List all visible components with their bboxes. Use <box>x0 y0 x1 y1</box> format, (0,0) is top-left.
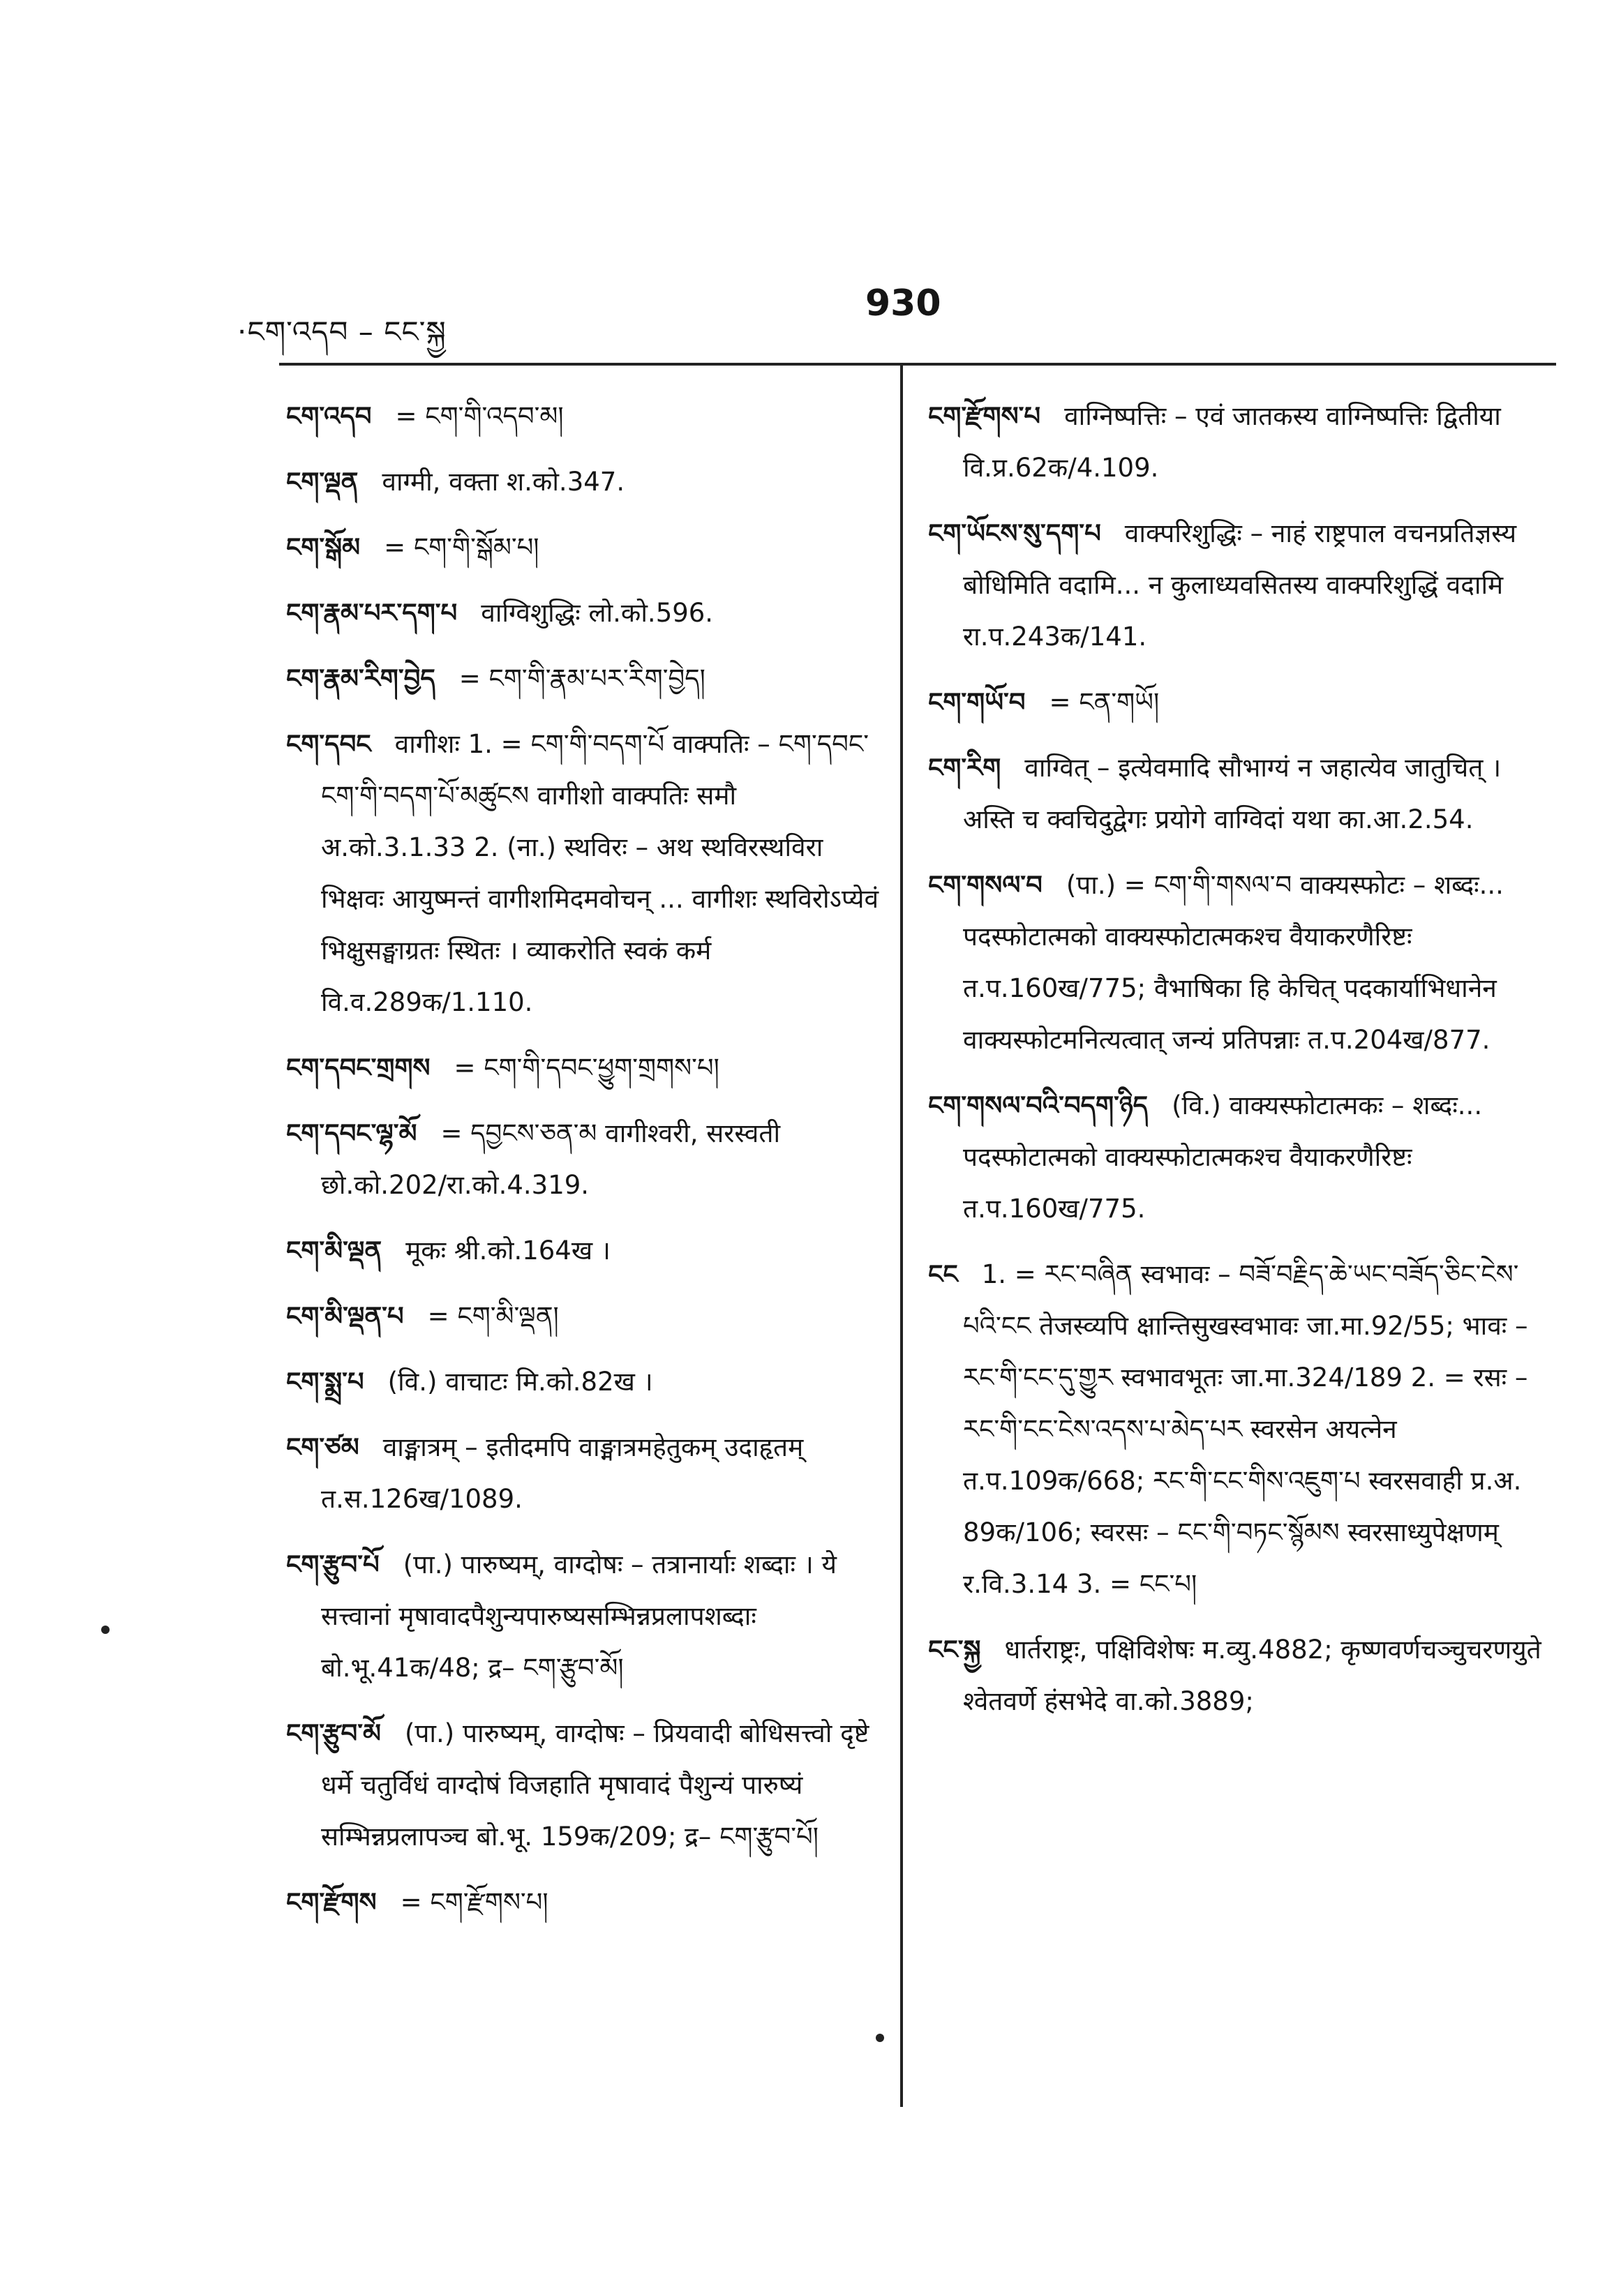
dictionary-entry <box>286 1877 879 1928</box>
dictionary-entry <box>928 508 1556 663</box>
entry-headword: ངག་ལྡན <box>286 467 359 497</box>
entry-headword: ངག་རིག <box>928 753 1001 783</box>
entry-text: = ངག་གི་འདབ་མ། <box>395 401 564 431</box>
dictionary-entry <box>928 1080 1556 1235</box>
entry-text: वाग्निष्पत्तिः – एवं जातकस्य वाग्निष्पत्तिः द्वितीया वि.प्र.62क/4.109. <box>963 401 1501 483</box>
page-number: 930 <box>865 283 941 324</box>
entry-text: = དབྱངས་ཅན་མ वागीश्वरी, सरस्वती छो.को.202/रा.को.4.319. <box>321 1118 781 1200</box>
dictionary-entry <box>928 860 1556 1066</box>
entry-text: = ངན་གཡོ། <box>1049 687 1160 717</box>
running-header-range: ·ངག་འདབ – ངང་སྐྱ <box>237 315 447 349</box>
entry-headword: ངག་རྣམ་རིག་བྱེད <box>286 663 435 693</box>
entry-headword: ངག་ཙམ <box>286 1432 359 1462</box>
entry-text: 1. = རང་བཞིན स्वभावः – བཟོ་བརྗིད་ཆེ་ཡང་བཟོད་ཅིང་ངེས་པའི་ངང तेजस्व्यपि क्षान्तिसुखस्वभावः जा.मा.92/55; भावः – རང་གི་ངང་དུ་གྱུར स्वभावभूतः जा.मा.324/189 2. = रसः – རང་གི་ངང་ངེས་འདས་པ་མེད་པར स्वरसेन अयत्नेन त.प.109क/668; རང་གི་ངང་གིས་འཇུག་པ स्वरसवाही प्र.अ. 89क/106; स्वरसः – ངང་གི་བཏང་སྙོམས स्वरसाध्युपेक्षणम् र.वि.3.14 3. = ངང་པ། <box>963 1259 1528 1599</box>
left-column <box>286 391 879 1942</box>
dictionary-entry <box>286 653 879 705</box>
dictionary-entry <box>286 1422 879 1525</box>
dictionary-entry <box>928 1624 1556 1727</box>
entry-text: (पा.) पारुष्यम्, वाग्दोषः – तत्रानार्याः शब्दाः । ये सत्त्वानां मृषावादपैशुन्यपारुष्यसम्भिन्नप्रलापशब्दाः बो.भू.41क/48; द्र– ངག་རྩུབ་མོ། <box>321 1550 837 1683</box>
dictionary-entry <box>286 1225 879 1277</box>
entry-text: वागीशः 1. = ངག་གི་བདག་པོ वाक्पतिः – ངག་དབང་ངག་གི་བདག་པོ་མཚུངས वागीशो वाक्पतिः समौ अ.को.3.1.33 2. (ना.) स्थविरः – अथ स्थविरस्थविरा भिक्षवः आयुष्मन्तं वागीशमिदमवोचन् ... वागीशः स्थविरोऽप्येवं भिक्षुसङ्घाग्रतः स्थितः । व्याकरोति स्वकं कर्म वि.व.289क/1.110. <box>321 729 879 1017</box>
entry-headword: ངག་སྨྲ་པ <box>286 1367 364 1397</box>
dictionary-entry <box>286 1708 879 1863</box>
entry-text: वाग्वित् – इत्येवमादि सौभाग्यं न जहात्येव जातुचित् । अस्ति च क्वचिदुद्वेगः प्रयोगे वाग्विदां यथा का.आ.2.54. <box>963 753 1502 834</box>
dictionary-entry <box>928 391 1556 494</box>
dictionary-entry <box>286 1108 879 1211</box>
dictionary-entry <box>928 677 1556 728</box>
dictionary-entry <box>286 719 879 1028</box>
entry-headword: ངག་རྫོགས <box>286 1887 377 1917</box>
entry-headword: ངག་དབང་གྲགས <box>286 1053 431 1083</box>
dictionary-entry <box>286 522 879 573</box>
entry-headword: ངག་རྩུབ་མོ <box>286 1718 381 1748</box>
dictionary-entry <box>928 742 1556 846</box>
entry-headword: ངག་ཡོངས་སུ་དག་པ <box>928 518 1101 548</box>
entry-headword: ངག་སྒོམ <box>286 532 361 562</box>
entry-text: = ངག་གི་དབང་ཕྱུག་གྲགས་པ། <box>454 1053 719 1083</box>
dictionary-entry <box>286 391 879 442</box>
entry-text: (पा.) पारुष्यम्, वाग्दोषः – प्रियवादी बोधिसत्त्वो दृष्टे धर्मे चतुर्विधं वाग्दोषं विजहाति मृषावादं पैशुन्यं पारुष्यं सम्भिन्नप्रलापञ्च बो.भू. 159क/209; द्र– ངག་རྩུབ་པོ། <box>321 1718 869 1852</box>
entry-headword: ངག་གསལ་བ <box>928 870 1043 900</box>
entry-text: धार्तराष्ट्रः, पक्षिविशेषः म.व्यु.4882; कृष्णवर्णचञ्चुचरणयुते श्वेतवर्णे हंसभेदे वा.को.3889; <box>963 1635 1541 1716</box>
dictionary-entry <box>286 1042 879 1094</box>
entry-headword: ངག་མི་ལྡན <box>286 1236 382 1266</box>
entry-text: (वि.) वाक्यस्फोटात्मकः – शब्दः... पदस्फोटात्मको वाक्यस्फोटात्मकश्च वैयाकरणैरिष्टः त.प.160ख/775. <box>963 1090 1483 1224</box>
entry-headword: ངག་གཡོ་བ <box>928 687 1026 717</box>
entry-headword: ངག་གསལ་བའི་བདག་ཉིད <box>928 1090 1149 1120</box>
entry-text: (पा.) = ངག་གི་གསལ་བ वाक्यस्फोटः – शब्दः... पदस्फोटात्मको वाक्यस्फोटात्मकश्च वैयाकरणैरिष्टः त.प.160ख/775; वैभाषिका हि केचित् पदकार्याभिधानेन वाक्यस्फोटमनित्यत्वात् जन्यं प्रतिपन्नाः त.प.204ख/877. <box>963 870 1504 1055</box>
entry-text: (वि.) वाचाटः मि.को.82ख । <box>387 1367 653 1397</box>
entry-headword: ངང་སྐྱ <box>928 1635 981 1665</box>
scan-speck <box>101 1626 110 1634</box>
dictionary-entry <box>928 1249 1556 1610</box>
entry-text: मूकः श्री.को.164ख । <box>405 1236 611 1266</box>
entry-headword: ངག་དབང <box>286 729 371 759</box>
entry-text: = ངག་རྫོགས་པ། <box>400 1887 548 1917</box>
entry-text: = ངག་མི་ལྡན། <box>427 1301 559 1331</box>
entry-text: वाक्परिशुद्धिः – नाहं राष्ट्रपाल वचनप्रतिज्ञस्य बोधिमिति वदामि... न कुलाध्यवसितस्य वाक्परिशुद्धिं वदामि रा.प.243क/141. <box>963 518 1517 652</box>
dictionary-entry <box>286 1539 879 1694</box>
column-divider <box>900 363 903 2107</box>
dictionary-entry <box>286 1291 879 1342</box>
entry-headword: ངག་མི་ལྡན་པ <box>286 1301 404 1331</box>
dictionary-entry <box>286 456 879 508</box>
header-rule <box>279 363 1556 366</box>
entry-headword: ངང <box>928 1259 958 1289</box>
dictionary-entry <box>286 587 879 639</box>
entry-text: वाग्मी, वक्ता श.को.347. <box>382 467 625 497</box>
entry-headword: ངག་འདབ <box>286 401 372 431</box>
entry-headword: ངག་རྩུབ་པོ <box>286 1550 380 1580</box>
entry-headword: ངག་དབང་ལྷ་མོ <box>286 1118 417 1148</box>
scan-speck <box>876 2034 884 2042</box>
entry-headword: ངག་རྣམ་པར་དག་པ <box>286 598 458 628</box>
entry-text: वाग्विशुद्धिः लो.को.596. <box>481 598 714 628</box>
dictionary-entry <box>286 1356 879 1408</box>
entry-text: = ངག་གི་རྣམ་པར་རིག་བྱེད། <box>458 663 705 693</box>
entry-text: = ངག་གི་སྒོམ་པ། <box>384 532 539 562</box>
right-column <box>928 391 1556 1741</box>
entry-headword: ངག་རྫོགས་པ <box>928 401 1041 431</box>
entry-text: वाङ्मात्रम् – इतीदमपि वाङ्मात्रमहेतुकम् उदाहृतम् त.स.126ख/1089. <box>321 1432 804 1514</box>
